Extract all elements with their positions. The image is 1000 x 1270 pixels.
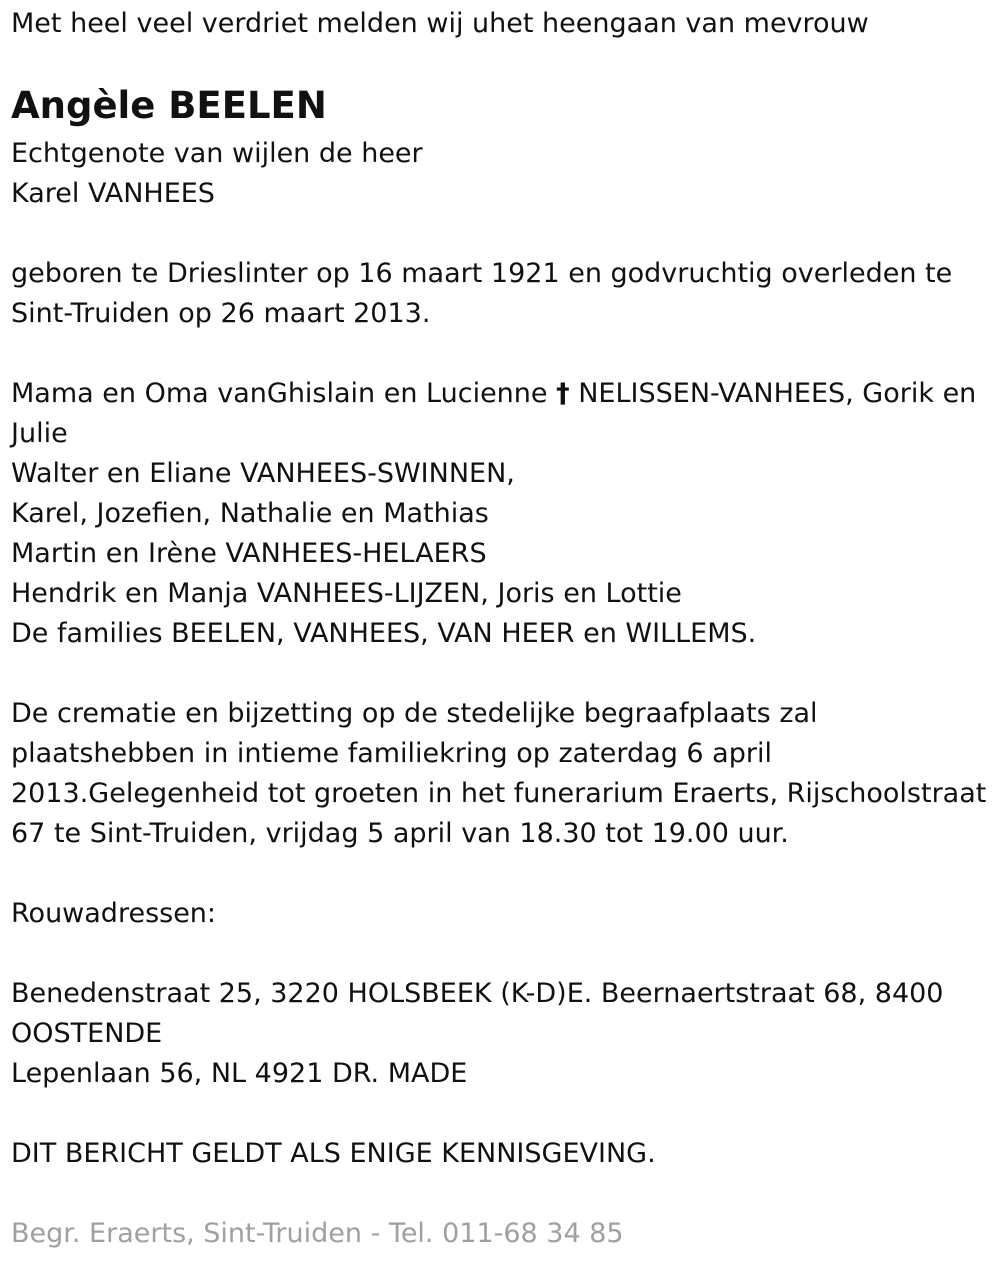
spacer	[11, 934, 991, 974]
notice-text: DIT BERICHT GELDT ALS ENIGE KENNISGEVING.	[11, 1138, 656, 1169]
family-line-1-prefix: Mama en Oma vanGhislain en Lucienne	[11, 378, 548, 409]
address-line-2: Lepenlaan 56, NL 4921 DR. MADE	[11, 1058, 468, 1089]
birth-death-text: geboren te Drieslinter op 16 maart 1921 en godvruchtig overleden te Sint-Truiden op 26 maart 2013.	[11, 258, 953, 329]
family-line-1-suffix: NELISSEN-VANHEES, Gorik en Julie	[11, 378, 977, 449]
family-line-1	[11, 374, 991, 454]
family-line-5: Hendrik en Manja VANHEES-LIJZEN, Joris en Lottie	[11, 578, 682, 609]
spouse-line-2: Karel VANHEES	[11, 178, 215, 209]
cross-icon: †	[556, 378, 570, 409]
intro-text: Met heel veel verdriet melden wij uhet heengaan van mevrouw	[11, 8, 869, 39]
spacer	[11, 854, 991, 894]
spouse-line-1: Echtgenote van wijlen de heer	[11, 138, 423, 169]
family-line-2: Walter en Eliane VANHEES-SWINNEN,	[11, 458, 515, 489]
family-line-4: Martin en Irène VANHEES-HELAERS	[11, 538, 487, 569]
spacer	[11, 654, 991, 694]
spacer	[11, 1094, 991, 1134]
address-line-1: Benedenstraat 25, 3220 HOLSBEEK (K-D)E. Beernaertstraat 68, 8400 OOSTENDE	[11, 978, 944, 1049]
spacer	[11, 334, 991, 374]
spacer	[11, 214, 991, 254]
family-line-3: Karel, Jozefien, Nathalie en Mathias	[11, 498, 489, 529]
deceased-name: Angèle BEELEN	[11, 84, 327, 127]
family-line-6: De families BEELEN, VANHEES, VAN HEER en WILLEMS.	[11, 618, 757, 649]
ceremony-text: De crematie en bijzetting op de stedelijke begraafplaats zal plaatshebben in intieme familiekring op zaterdag 6 april 2013.Gelegenheid tot groeten in het funerarium Eraerts, Rijschoolstraat 67 te Sint-Truiden, vrijdag 5 april van 18.30 tot 19.00 uur.	[11, 698, 987, 849]
addresses-heading: Rouwadressen:	[11, 898, 217, 929]
funeral-home-footer: Begr. Eraerts, Sint-Truiden - Tel. 011-68 34 85	[11, 1218, 624, 1249]
spacer	[11, 1174, 991, 1214]
